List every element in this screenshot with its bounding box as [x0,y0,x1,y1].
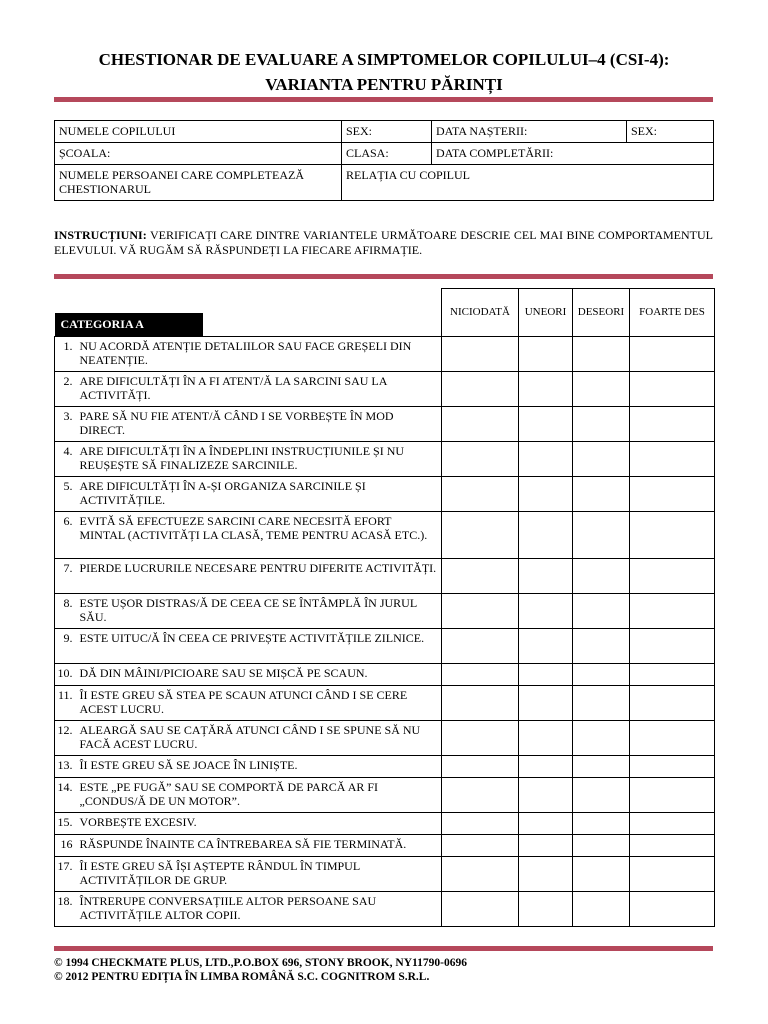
question-text: PIERDE LUCRURILE NECESARE PENTRU DIFERITE ACTIVITĂȚI. [78,559,442,594]
answer-label-never[interactable] [442,512,518,558]
title-line-1: CHESTIONAR DE EVALUARE A SIMPTOMELOR COPILULUI–4 (CSI-4): [98,50,670,69]
answer-label-never[interactable] [442,664,518,685]
answer-label-never[interactable] [442,857,518,891]
answer-label-very-often[interactable] [630,778,714,812]
question-text: RĂSPUNDE ÎNAINTE CA ÎNTREBAREA SĂ FIE TERMINATĂ. [78,835,442,857]
divider-middle [54,274,713,279]
answer-cell-very-often[interactable] [630,477,715,512]
answer-label-sometimes[interactable] [519,477,572,511]
question-number: 1. [55,337,78,372]
divider-bottom [54,946,713,951]
answer-label-never[interactable] [442,372,518,406]
question-number: 2. [55,372,78,407]
answer-cell-very-often[interactable] [630,629,715,664]
footer [54,956,467,984]
answer-label-never[interactable] [442,559,518,593]
question-number: 4. [55,442,78,477]
answer-label-often[interactable] [573,835,629,856]
answer-label-often[interactable] [573,778,629,812]
answer-cell-never[interactable] [442,337,519,372]
answer-cell-very-often[interactable] [630,892,715,927]
answer-label-very-often[interactable] [630,477,714,511]
answer-label-often[interactable] [573,629,629,663]
answer-cell-never[interactable] [442,664,519,686]
answer-label-never[interactable] [442,756,518,777]
answer-label-very-often[interactable] [630,594,714,628]
answer-label-often[interactable] [573,407,629,441]
answer-label-very-often[interactable] [630,512,714,558]
option-often-header: DESEORI [573,289,630,337]
class-field[interactable]: CLASA: [342,143,432,165]
question-number: 18. [55,892,78,927]
answer-cell-sometimes[interactable] [519,686,573,721]
answer-label-very-often[interactable] [630,756,714,777]
footer-copyright-1: © 1994 CHECKMATE PLUS, LTD.,P.O.BOX 696, STONY BROOK, NY11790-0696 [54,957,467,969]
page-title [40,47,728,97]
answer-label-often[interactable] [573,442,629,476]
answer-cell-very-often[interactable] [630,686,715,721]
answer-cell-sometimes[interactable] [519,477,573,512]
answer-label-often[interactable] [573,892,629,926]
answer-label-often[interactable] [573,372,629,406]
instructions-lead: INSTRUCȚIUNI: [54,228,147,242]
sex-field-2[interactable]: SEX: [627,121,714,143]
answer-cell-very-often[interactable] [630,337,715,372]
question-text: ÎI ESTE GREU SĂ ÎȘI AȘTEPTE RÂNDUL ÎN TIMPUL ACTIVITĂȚILOR DE GRUP. [78,857,442,892]
question-row [55,512,715,559]
question-row [55,664,715,686]
question-row [55,594,715,629]
question-row [55,629,715,664]
instructions-text: VERIFICAȚI CARE DINTRE VARIANTELE URMĂTOARE DESCRIE CEL MAI BINE COMPORTAMENTUL ELEVULUI. VĂ RUGĂM SĂ RĂSPUNDEȚI LA FIECARE AFIRMAȚIE. [54,228,713,257]
answer-cell-often[interactable] [573,594,630,629]
question-text: ARE DIFICULTĂȚI ÎN A FI ATENT/Ă LA SARCINI SAU LA ACTIVITĂȚI. [78,372,442,407]
answer-cell-never[interactable] [442,756,519,778]
answer-cell-very-often[interactable] [630,778,715,813]
answer-label-sometimes[interactable] [519,778,572,812]
answer-cell-often[interactable] [573,857,630,892]
answer-label-very-often[interactable] [630,372,714,406]
answer-cell-often[interactable] [573,664,630,686]
footer-copyright-2: © 2012 PENTRU EDIȚIA ÎN LIMBA ROMÂNĂ S.C. COGNITROM S.R.L. [54,971,430,983]
answer-label-very-often[interactable] [630,559,714,593]
question-number: 3. [55,407,78,442]
question-row [55,835,715,857]
answer-cell-sometimes[interactable] [519,664,573,686]
answer-cell-never[interactable] [442,372,519,407]
answer-label-sometimes[interactable] [519,442,572,476]
answer-label-very-often[interactable] [630,442,714,476]
question-text: ALEARGĂ SAU SE CAȚĂRĂ ATUNCI CÂND I SE SPUNE SĂ NU FACĂ ACEST LUCRU. [78,721,442,756]
answer-cell-often[interactable] [573,407,630,442]
answer-cell-sometimes[interactable] [519,407,573,442]
answer-label-never[interactable] [442,892,518,926]
answer-label-often[interactable] [573,756,629,777]
answer-label-sometimes[interactable] [519,594,572,628]
question-text: VORBEȘTE EXCESIV. [78,813,442,835]
answer-cell-never[interactable] [442,686,519,721]
questions-body [55,337,715,927]
answer-cell-sometimes[interactable] [519,892,573,927]
question-text: ÎI ESTE GREU SĂ SE JOACE ÎN LINIȘTE. [78,756,442,778]
answer-label-very-often[interactable] [630,629,714,663]
answer-label-sometimes[interactable] [519,559,572,593]
answer-label-never[interactable] [442,477,518,511]
answer-cell-often[interactable] [573,442,630,477]
question-row [55,778,715,813]
answer-label-sometimes[interactable] [519,813,572,834]
answer-label-very-often[interactable] [630,857,714,891]
question-row [55,477,715,512]
answer-cell-very-often[interactable] [630,442,715,477]
answer-label-often[interactable] [573,594,629,628]
question-row [55,721,715,756]
question-row [55,559,715,594]
answer-label-sometimes[interactable] [519,407,572,441]
answer-cell-often[interactable] [573,892,630,927]
answer-cell-never[interactable] [442,594,519,629]
answer-cell-often[interactable] [573,721,630,756]
answer-label-sometimes[interactable] [519,372,572,406]
answer-cell-very-often[interactable] [630,372,715,407]
category-label: CATEGORIA A [55,313,203,336]
answer-cell-very-often[interactable] [630,664,715,686]
answer-cell-never[interactable] [442,857,519,892]
answer-cell-very-often[interactable] [630,813,715,835]
answer-label-often[interactable] [573,721,629,755]
question-row [55,407,715,442]
answer-label-never[interactable] [442,629,518,663]
answer-label-very-often[interactable] [630,664,714,685]
answer-cell-sometimes[interactable] [519,813,573,835]
answer-label-often[interactable] [573,337,629,371]
answer-cell-often[interactable] [573,835,630,857]
question-number: 17. [55,857,78,892]
question-number: 15. [55,813,78,835]
school-field[interactable]: ȘCOALA: [55,143,342,165]
answer-cell-often[interactable] [573,477,630,512]
answer-label-very-often[interactable] [630,337,714,371]
question-text: DĂ DIN MÂINI/PICIOARE SAU SE MIȘCĂ PE SCAUN. [78,664,442,686]
birth-date-field[interactable]: DATA NAȘTERII: [432,121,627,143]
answer-label-sometimes[interactable] [519,629,572,663]
question-text: ESTE „PE FUGĂ” SAU SE COMPORTĂ DE PARCĂ AR FI „CONDUS/Ă DE UN MOTOR”. [78,778,442,813]
answer-label-sometimes[interactable] [519,664,572,685]
answer-label-sometimes[interactable] [519,835,572,856]
answer-label-sometimes[interactable] [519,721,572,755]
question-row [55,372,715,407]
option-sometimes-header: UNEORI [519,289,573,337]
answer-label-often[interactable] [573,559,629,593]
answer-cell-sometimes[interactable] [519,857,573,892]
question-number: 14. [55,778,78,813]
answer-label-sometimes[interactable] [519,857,572,891]
answer-cell-sometimes[interactable] [519,756,573,778]
question-number: 5. [55,477,78,512]
child-name-field[interactable]: NUMELE COPILULUI [55,121,342,143]
answer-label-sometimes[interactable] [519,892,572,926]
question-row [55,857,715,892]
answer-cell-often[interactable] [573,756,630,778]
answer-cell-often[interactable] [573,512,630,559]
answer-cell-sometimes[interactable] [519,835,573,857]
answer-label-often[interactable] [573,477,629,511]
question-text: ARE DIFICULTĂȚI ÎN A-ȘI ORGANIZA SARCINILE ȘI ACTIVITĂȚILE. [78,477,442,512]
question-row [55,892,715,927]
category-header-cell [55,289,442,337]
answer-cell-never[interactable] [442,892,519,927]
respondent-name-field[interactable]: NUMELE PERSOANEI CARE COMPLETEAZĂ CHESTIONARUL [55,165,342,201]
answer-cell-sometimes[interactable] [519,778,573,813]
answer-label-often[interactable] [573,686,629,720]
answer-cell-never[interactable] [442,442,519,477]
answer-label-never[interactable] [442,594,518,628]
answer-cell-often[interactable] [573,629,630,664]
answer-cell-often[interactable] [573,372,630,407]
answer-label-never[interactable] [442,442,518,476]
question-row [55,337,715,372]
answer-cell-often[interactable] [573,337,630,372]
child-info-table [54,120,714,201]
answer-label-very-often[interactable] [630,686,714,720]
question-text: ESTE UȘOR DISTRAS/Ă DE CEEA CE SE ÎNTÂMPLĂ ÎN JURUL SĂU. [78,594,442,629]
answer-cell-often[interactable] [573,813,630,835]
answer-cell-very-often[interactable] [630,721,715,756]
question-text: PARE SĂ NU FIE ATENT/Ă CÂND I SE VORBEȘTE ÎN MOD DIRECT. [78,407,442,442]
question-number: 6. [55,512,78,559]
answer-label-never[interactable] [442,835,518,856]
answer-label-sometimes[interactable] [519,686,572,720]
answer-cell-never[interactable] [442,721,519,756]
answer-cell-sometimes[interactable] [519,594,573,629]
question-number: 9. [55,629,78,664]
question-number: 8. [55,594,78,629]
answer-label-never[interactable] [442,686,518,720]
questions-table [54,288,715,927]
answer-label-often[interactable] [573,512,629,558]
answer-cell-sometimes[interactable] [519,372,573,407]
answer-cell-never[interactable] [442,778,519,813]
answer-cell-sometimes[interactable] [519,337,573,372]
answer-cell-very-often[interactable] [630,512,715,559]
question-text: ÎNTRERUPE CONVERSAȚIILE ALTOR PERSOANE SAU ACTIVITĂȚILE ALTOR COPII. [78,892,442,927]
divider-top [54,97,713,102]
answer-label-never[interactable] [442,721,518,755]
answer-label-sometimes[interactable] [519,512,572,558]
question-number: 7. [55,559,78,594]
answer-label-very-often[interactable] [630,835,714,856]
question-row [55,442,715,477]
answer-label-never[interactable] [442,813,518,834]
answer-cell-sometimes[interactable] [519,512,573,559]
answer-cell-very-often[interactable] [630,835,715,857]
answer-label-often[interactable] [573,813,629,834]
answer-label-often[interactable] [573,857,629,891]
answer-cell-never[interactable] [442,407,519,442]
question-number: 10. [55,664,78,686]
answer-cell-never[interactable] [442,477,519,512]
question-row [55,756,715,778]
instructions [54,228,713,258]
question-number: 11. [55,686,78,721]
answer-label-very-often[interactable] [630,721,714,755]
title-line-2: VARIANTA PENTRU PĂRINȚI [265,75,503,94]
question-text: ÎI ESTE GREU SĂ STEA PE SCAUN ATUNCI CÂND I SE CERE ACEST LUCRU. [78,686,442,721]
answer-cell-very-often[interactable] [630,857,715,892]
question-text: ESTE UITUC/Ă ÎN CEEA CE PRIVEȘTE ACTIVITĂȚILE ZILNICE. [78,629,442,664]
answer-cell-often[interactable] [573,778,630,813]
answer-cell-never[interactable] [442,813,519,835]
relation-field[interactable]: RELAȚIA CU COPILUL [342,165,714,201]
answer-cell-never[interactable] [442,559,519,594]
answer-label-sometimes[interactable] [519,756,572,777]
question-text: NU ACORDĂ ATENȚIE DETALIILOR SAU FACE GREȘELI DIN NEATENȚIE. [78,337,442,372]
answer-cell-never[interactable] [442,629,519,664]
answer-label-very-often[interactable] [630,813,714,834]
sex-field[interactable]: SEX: [342,121,432,143]
question-number: 13. [55,756,78,778]
answer-cell-sometimes[interactable] [519,559,573,594]
answer-cell-sometimes[interactable] [519,629,573,664]
answer-cell-very-often[interactable] [630,407,715,442]
answer-cell-very-often[interactable] [630,559,715,594]
answer-cell-sometimes[interactable] [519,721,573,756]
answer-label-very-often[interactable] [630,892,714,926]
answer-cell-very-often[interactable] [630,756,715,778]
answer-label-often[interactable] [573,664,629,685]
answer-cell-often[interactable] [573,559,630,594]
answer-cell-sometimes[interactable] [519,442,573,477]
option-never-header: NICIODATĂ [442,289,519,337]
answer-cell-very-often[interactable] [630,594,715,629]
answer-cell-often[interactable] [573,686,630,721]
question-number: 16 [55,835,78,857]
answer-cell-never[interactable] [442,512,519,559]
question-row [55,686,715,721]
question-text: EVITĂ SĂ EFECTUEZE SARCINI CARE NECESITĂ EFORT MINTAL (ACTIVITĂȚI LA CLASĂ, TEME PENTRU ACASĂ ETC.). [78,512,442,559]
answer-label-sometimes[interactable] [519,337,572,371]
completion-date-field[interactable]: DATA COMPLETĂRII: [432,143,714,165]
answer-label-never[interactable] [442,337,518,371]
answer-label-never[interactable] [442,407,518,441]
question-number: 12. [55,721,78,756]
answer-label-very-often[interactable] [630,407,714,441]
answer-cell-never[interactable] [442,835,519,857]
question-text: ARE DIFICULTĂȚI ÎN A ÎNDEPLINI INSTRUCȚIUNILE ȘI NU REUȘEȘTE SĂ FINALIZEZE SARCINILE. [78,442,442,477]
answer-label-never[interactable] [442,778,518,812]
option-very-often-header: FOARTE DES [630,289,715,337]
question-row [55,813,715,835]
